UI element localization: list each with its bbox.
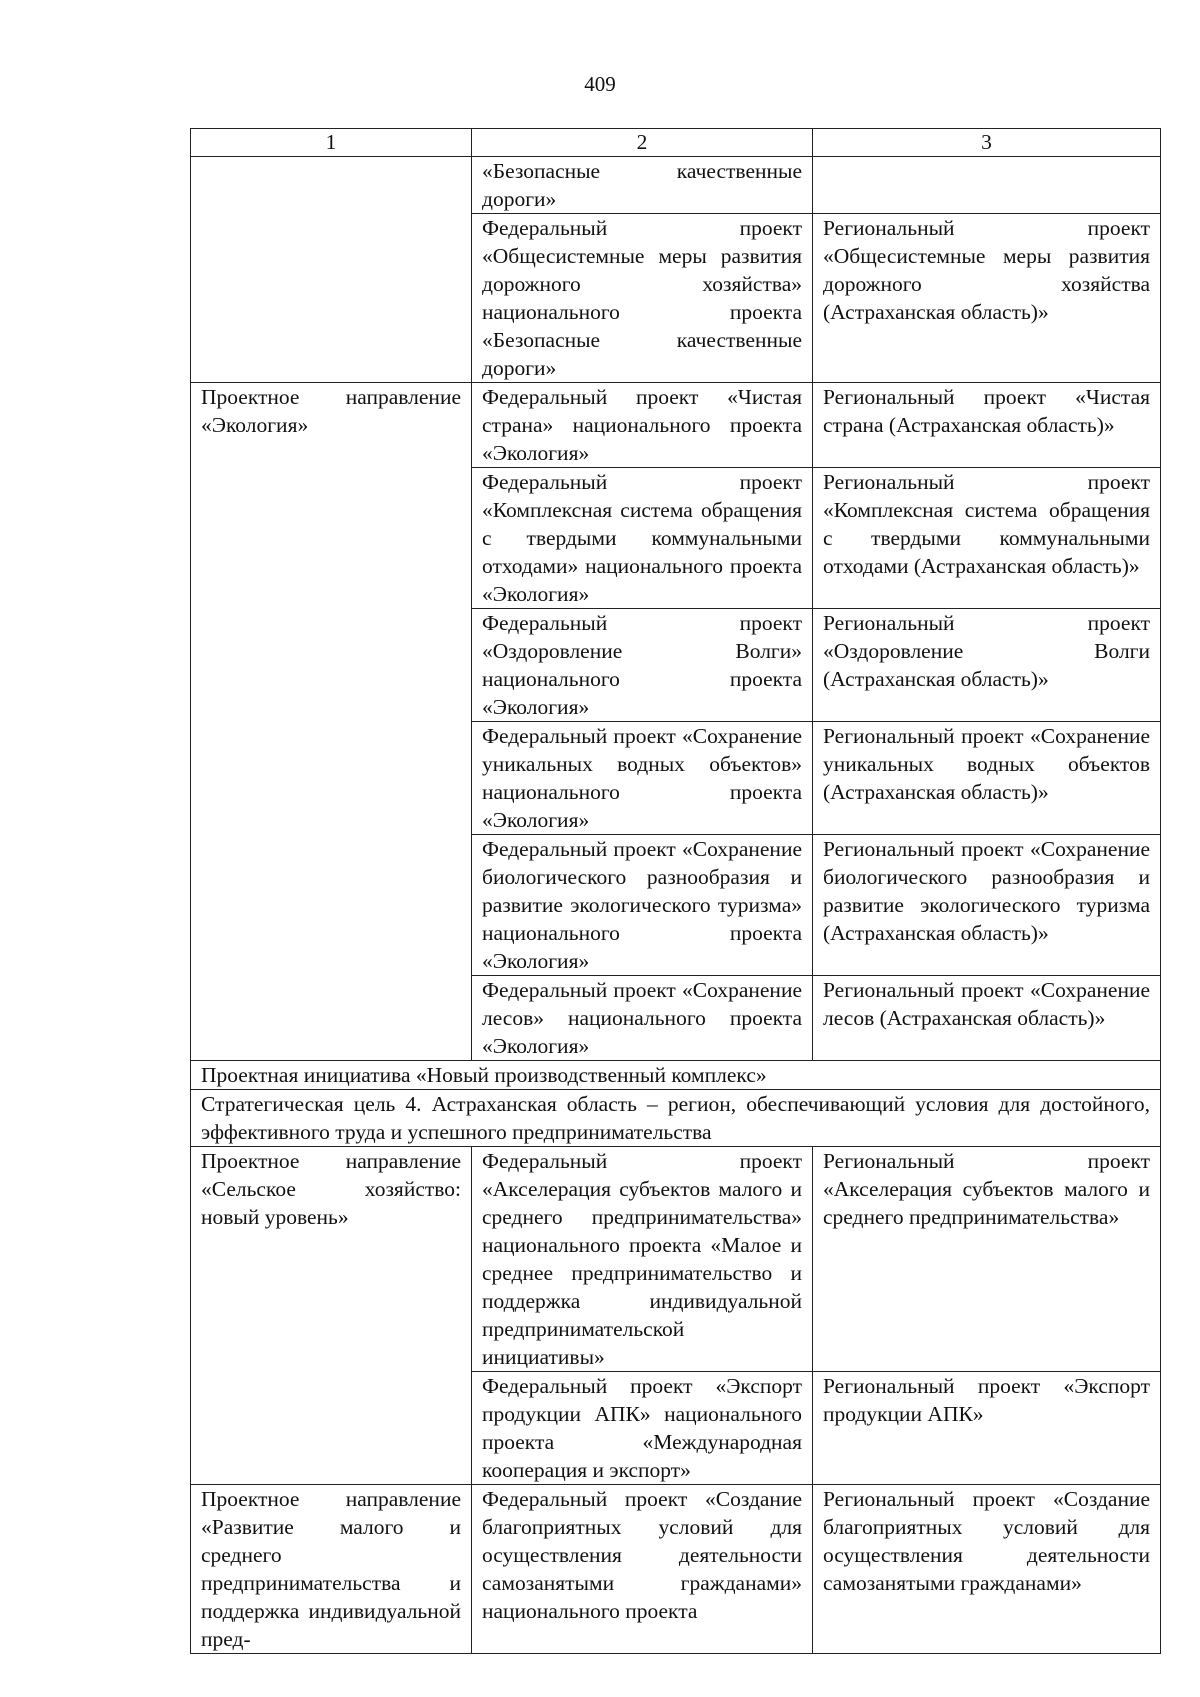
federal-project-cell: Федеральный проект «Сохранение уникальных водных объектов» национального проекта «Экология»	[472, 722, 813, 835]
direction-cell-empty	[191, 157, 472, 383]
table-row	[191, 383, 1161, 468]
federal-project-cell: Федеральный проект «Оздоровление Волги» национального проекта «Экология»	[472, 609, 813, 722]
column-header-1: 1	[191, 129, 472, 157]
federal-project-cell: Федеральный проект «Общесистемные меры развития дорожного хозяйства» национального проекта «Безопасные качественные дороги»	[472, 214, 813, 383]
column-header-2: 2	[472, 129, 813, 157]
regional-project-cell	[813, 157, 1161, 214]
regional-project-cell: Региональный проект «Чистая страна (Астраханская область)»	[813, 383, 1161, 468]
direction-cell-ecology: Проектное направление «Экология»	[191, 383, 472, 1061]
strategic-goal-heading: Стратегическая цель 4. Астраханская область – регион, обеспечивающий условия для достойного, эффективного труда и успешного предпринимательства	[191, 1090, 1161, 1147]
regional-project-cell: Региональный проект «Комплексная система обращения с твердыми коммунальными отходами (Астраханская область)»	[813, 468, 1161, 609]
initiative-heading: Проектная инициатива «Новый производственный комплекс»	[191, 1061, 1161, 1090]
federal-project-cell: Федеральный проект «Экспорт продукции АПК» национального проекта «Международная кооперация и экспорт»	[472, 1372, 813, 1485]
table-header-row	[191, 129, 1161, 157]
direction-cell-sme: Проектное направление «Развитие малого и среднего предпринимательства и поддержка индивидуальной пред-	[191, 1485, 472, 1654]
regional-project-cell: Региональный проект «Экспорт продукции АПК»	[813, 1372, 1161, 1485]
federal-project-cell: Федеральный проект «Комплексная система обращения с твердыми коммунальными отходами» национального проекта «Экология»	[472, 468, 813, 609]
regional-project-cell: Региональный проект «Сохранение лесов (Астраханская область)»	[813, 976, 1161, 1061]
regional-project-cell: Региональный проект «Оздоровление Волги (Астраханская область)»	[813, 609, 1161, 722]
initiative-row	[191, 1061, 1161, 1090]
direction-cell-agriculture: Проектное направление «Сельское хозяйство: новый уровень»	[191, 1147, 472, 1485]
table-row	[191, 1147, 1161, 1372]
page-number: 409	[584, 72, 616, 96]
federal-project-cell: Федеральный проект «Акселерация субъектов малого и среднего предпринимательства» национального проекта «Малое и среднее предпринимательство и поддержка индивидуальной предпринимательской инициативы»	[472, 1147, 813, 1372]
regional-project-cell: Региональный проект «Акселерация субъектов малого и среднего предпринимательства»	[813, 1147, 1161, 1372]
federal-project-cell: Федеральный проект «Чистая страна» национального проекта «Экология»	[472, 383, 813, 468]
projects-table	[190, 128, 1161, 1654]
federal-project-cell: Федеральный проект «Сохранение биологического разнообразия и развитие экологического туризма» национального проекта «Экология»	[472, 835, 813, 976]
regional-project-cell: Региональный проект «Создание благоприятных условий для осуществления деятельности самозанятыми гражданами»	[813, 1485, 1161, 1654]
regional-project-cell: Региональный проект «Общесистемные меры развития дорожного хозяйства (Астраханская область)»	[813, 214, 1161, 383]
table-row	[191, 1485, 1161, 1654]
federal-project-cell: Федеральный проект «Создание благоприятных условий для осуществления деятельности самозанятыми гражданами» национального проекта	[472, 1485, 813, 1654]
table-row	[191, 157, 1161, 214]
federal-project-cell: «Безопасные качественные дороги»	[472, 157, 813, 214]
regional-project-cell: Региональный проект «Сохранение биологического разнообразия и развитие экологического туризма (Астраханская область)»	[813, 835, 1161, 976]
column-header-3: 3	[813, 129, 1161, 157]
goal-row	[191, 1090, 1161, 1147]
regional-project-cell: Региональный проект «Сохранение уникальных водных объектов (Астраханская область)»	[813, 722, 1161, 835]
federal-project-cell: Федеральный проект «Сохранение лесов» национального проекта «Экология»	[472, 976, 813, 1061]
